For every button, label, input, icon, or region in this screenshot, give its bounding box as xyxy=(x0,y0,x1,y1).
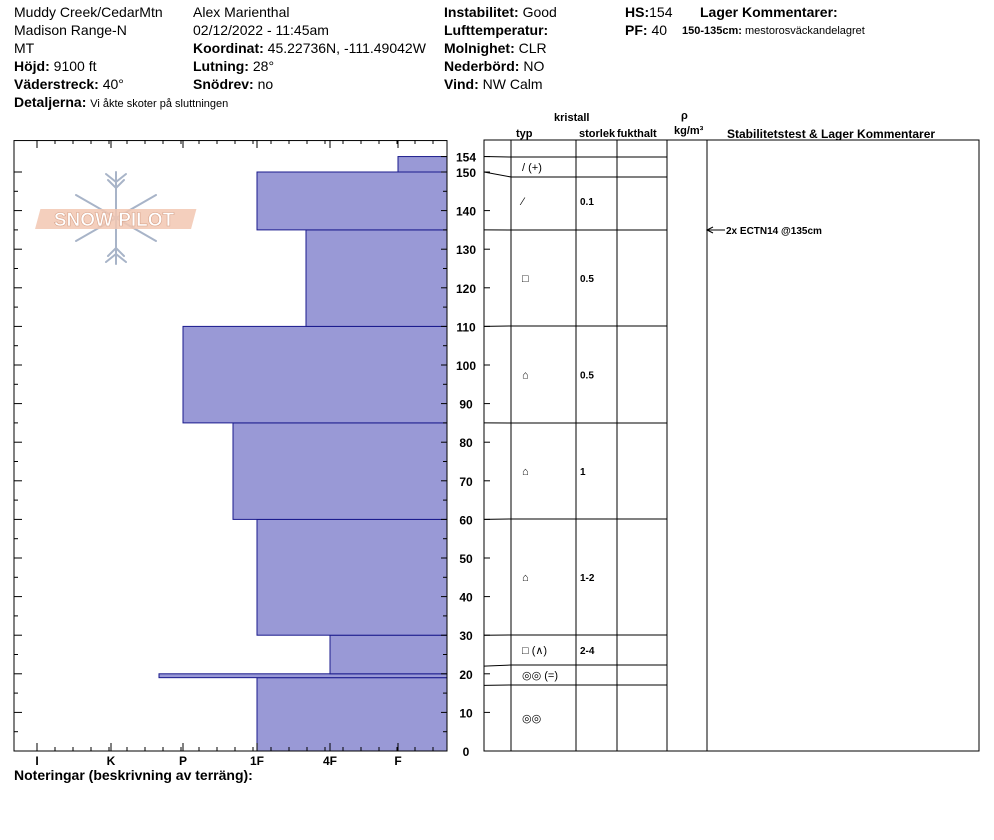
layer-grain-size-6: 1-2 xyxy=(580,573,595,584)
details-value: Vi åkte skoter på sluttningen xyxy=(90,98,229,110)
y-tick-label-20: 20 xyxy=(459,667,473,682)
layer-grain-size-2: 0.1 xyxy=(580,197,594,208)
hardness-bar-5 xyxy=(183,326,447,423)
blowing-label: Snödrev: xyxy=(193,76,254,92)
datetime: 02/12/2022 - 11:45am xyxy=(193,22,329,38)
x-tick-label-K: K xyxy=(106,754,116,768)
location: Muddy Creek/CedarMtn xyxy=(14,4,163,20)
blowing-value: no xyxy=(257,76,274,92)
layer-grain-type-1: / (+) xyxy=(522,162,542,174)
details-label: Detaljerna: xyxy=(14,94,87,110)
instability-label: Instabilitet: xyxy=(444,4,519,20)
hardness-bar-8 xyxy=(398,157,447,172)
y-tick-label-30: 30 xyxy=(459,629,473,644)
hardness-bar-6 xyxy=(306,230,447,327)
layer-grain-size-5: 1 xyxy=(580,467,586,478)
boundary-connector-22 xyxy=(484,665,511,666)
layer-grain-type-6: ⌂ xyxy=(522,572,529,584)
wind-label: Vind: xyxy=(444,76,479,92)
x-tick-label-4F: 4F xyxy=(322,754,338,768)
elevation-value: 9100 ft xyxy=(53,58,97,74)
instability-value: Good xyxy=(522,4,557,20)
aspect-label: Väderstreck: xyxy=(14,76,99,92)
layer-grain-type-2: ⁄ xyxy=(522,196,524,208)
y-tick-label-140: 140 xyxy=(455,204,477,219)
y-tick-label-90: 90 xyxy=(459,397,473,412)
x-tick-label-I: I xyxy=(35,754,39,768)
layer-grain-size-4: 0.5 xyxy=(580,370,594,382)
pf-value: 40 xyxy=(651,22,668,38)
size-label: storlek xyxy=(579,128,616,140)
y-tick-label-50: 50 xyxy=(459,552,473,566)
y-tick-label-130: 130 xyxy=(455,243,477,258)
layer-comments-label: Lager Kommentarer: xyxy=(700,4,838,20)
boundary-connector-150 xyxy=(484,172,511,177)
x-tick-label-F: F xyxy=(394,754,402,768)
y-tick-label-80: 80 xyxy=(459,436,473,451)
y-tick-label-70: 70 xyxy=(459,474,473,489)
y-tick-label-60: 60 xyxy=(459,513,473,528)
observer: Alex Marienthal xyxy=(193,4,290,20)
state: MT xyxy=(14,40,35,56)
layer-grain-type-4: ⌂ xyxy=(522,369,529,382)
notes-label: Noteringar (beskrivning av terräng): xyxy=(14,767,253,783)
y-tick-label-40: 40 xyxy=(459,590,473,605)
hardness-bar-4 xyxy=(233,423,447,520)
x-tick-label-P: P xyxy=(178,754,188,768)
layer-grain-type-8: ◎◎ (=) xyxy=(522,670,559,682)
sky-value: CLR xyxy=(518,40,547,56)
y-tick-label-150: 150 xyxy=(455,166,477,180)
elevation-label: Höjd: xyxy=(14,58,50,74)
y-tick-label-100: 100 xyxy=(455,359,477,373)
aspect-value: 40° xyxy=(102,76,124,92)
layer-grain-type-7: □ (∧) xyxy=(522,645,548,657)
layer-comment-text: mestorosväckandelagret xyxy=(745,25,865,37)
precip-label: Nederbörd: xyxy=(444,58,520,74)
rho-label: ρ xyxy=(681,110,688,122)
hs-label: HS: xyxy=(625,4,650,20)
moisture-label: fukthalt xyxy=(617,128,657,140)
layer-comment-range: 150-135cm: xyxy=(682,25,742,37)
range: Madison Range-N xyxy=(14,22,127,38)
density-unit: kg/m³ xyxy=(674,125,704,137)
hardness-bar-7 xyxy=(257,172,447,230)
hs-value: 154 xyxy=(649,4,673,20)
y-tick-label-154: 154 xyxy=(455,150,477,165)
pf-label: PF: xyxy=(625,22,648,38)
slope-value: 28° xyxy=(252,58,275,74)
logo-text: SNOW PILOT xyxy=(53,210,175,231)
layer-grain-type-3: □ xyxy=(522,273,529,285)
hardness-bar-2 xyxy=(330,635,447,674)
sky-label: Molnighet: xyxy=(444,40,515,56)
y-tick-label-110: 110 xyxy=(456,320,476,335)
hardness-bar-1 xyxy=(159,674,447,678)
snowpilot-logo xyxy=(35,172,196,264)
type-label: typ xyxy=(516,128,533,140)
layer-grain-type-5: ⌂ xyxy=(522,466,529,478)
y-tick-label-120: 120 xyxy=(455,281,477,296)
precip-value: NO xyxy=(523,58,545,74)
coord-value: 45.22736N, -111.49042W xyxy=(267,40,426,56)
layer-grain-size-3: 0.5 xyxy=(580,274,594,285)
stability-test-text-0: 2x ECTN14 @135cm xyxy=(726,226,822,237)
y-tick-label-0: 0 xyxy=(462,745,470,759)
layer-grain-type-9: ◎◎ xyxy=(522,713,542,725)
hardness-bar-3 xyxy=(257,519,447,635)
x-tick-label-1F: 1F xyxy=(249,754,265,768)
wind-value: NW Calm xyxy=(482,76,543,92)
coord-label: Koordinat: xyxy=(193,40,264,56)
layer-grain-size-7: 2-4 xyxy=(580,646,595,657)
crystal-label: kristall xyxy=(554,112,590,124)
hardness-bar-0 xyxy=(257,678,447,751)
airtemp-label: Lufttemperatur: xyxy=(444,22,549,38)
y-tick-label-10: 10 xyxy=(459,706,473,721)
slope-label: Lutning: xyxy=(193,58,249,74)
stability-label: Stabilitetstest & Lager Kommentarer xyxy=(727,127,936,141)
